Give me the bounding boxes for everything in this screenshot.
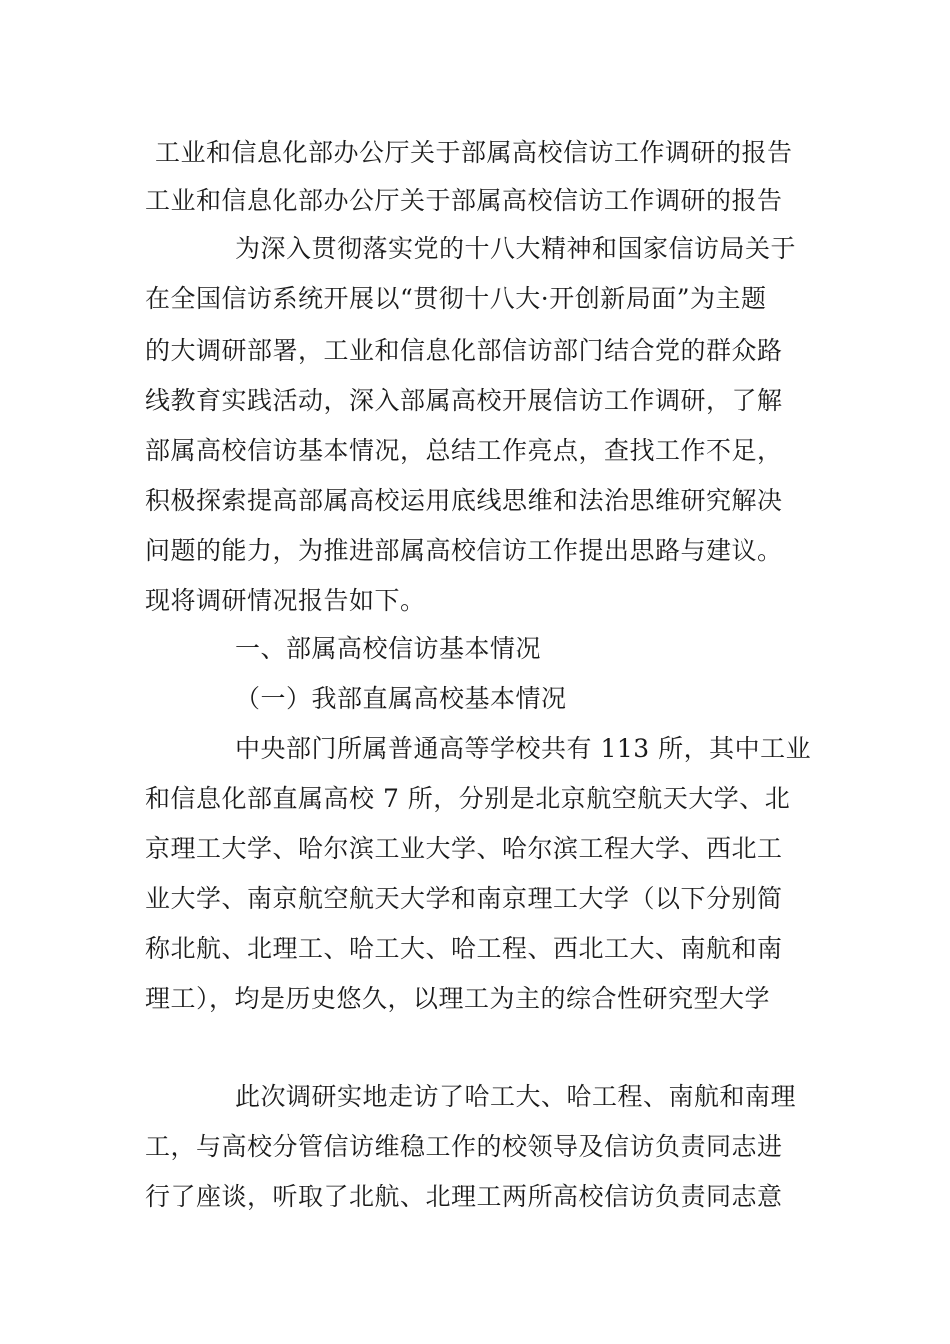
- paragraph-line: 业大学、南京航空航天大学和南京理工大学（以下分别简: [145, 884, 783, 913]
- paragraph-line: 京理工大学、哈尔滨工业大学、哈尔滨工程大学、西北工: [145, 834, 783, 863]
- section-heading: 一、部属高校信访基本情况: [235, 634, 542, 663]
- paragraph-line: 称北航、北理工、哈工大、哈工程、西北工大、南航和南: [145, 934, 783, 963]
- paragraph-line: 行了座谈，听取了北航、北理工两所高校信访负责同志意: [145, 1182, 783, 1211]
- paragraph-line: 的大调研部署，工业和信息化部信访部门结合党的群众路: [145, 336, 783, 365]
- document-title-repeat: 工业和信息化部办公厅关于部属高校信访工作调研的报告: [145, 186, 783, 215]
- paragraph-line: 为深入贯彻落实党的十八大精神和国家信访局关于: [235, 234, 797, 263]
- paragraph-line: 中央部门所属普通高等学校共有 113 所，其中工业: [235, 734, 812, 763]
- document-title: 工业和信息化部办公厅关于部属高校信访工作调研的报告: [155, 138, 793, 167]
- paragraph-line: 线教育实践活动，深入部属高校开展信访工作调研，了解: [145, 386, 783, 415]
- paragraph-line: 积极探索提高部属高校运用底线思维和法治思维研究解决: [145, 486, 783, 515]
- subsection-heading: （一）我部直属高校基本情况: [235, 684, 567, 713]
- paragraph-line: 问题的能力，为推进部属高校信访工作提出思路与建议。: [145, 536, 783, 565]
- paragraph-line: 在全国信访系统开展以“贯彻十八大·开创新局面”为主题: [145, 284, 767, 313]
- paragraph-line: 部属高校信访基本情况，总结工作亮点，查找工作不足，: [145, 436, 783, 465]
- paragraph-line: 理工），均是历史悠久，以理工为主的综合性研究型大学: [145, 984, 771, 1013]
- paragraph-line: 现将调研情况报告如下。: [145, 586, 426, 615]
- paragraph-line: 此次调研实地走访了哈工大、哈工程、南航和南理: [235, 1082, 797, 1111]
- paragraph-line: 工，与高校分管信访维稳工作的校领导及信访负责同志进: [145, 1132, 783, 1161]
- paragraph-line: 和信息化部直属高校 7 所，分别是北京航空航天大学、北: [145, 784, 791, 813]
